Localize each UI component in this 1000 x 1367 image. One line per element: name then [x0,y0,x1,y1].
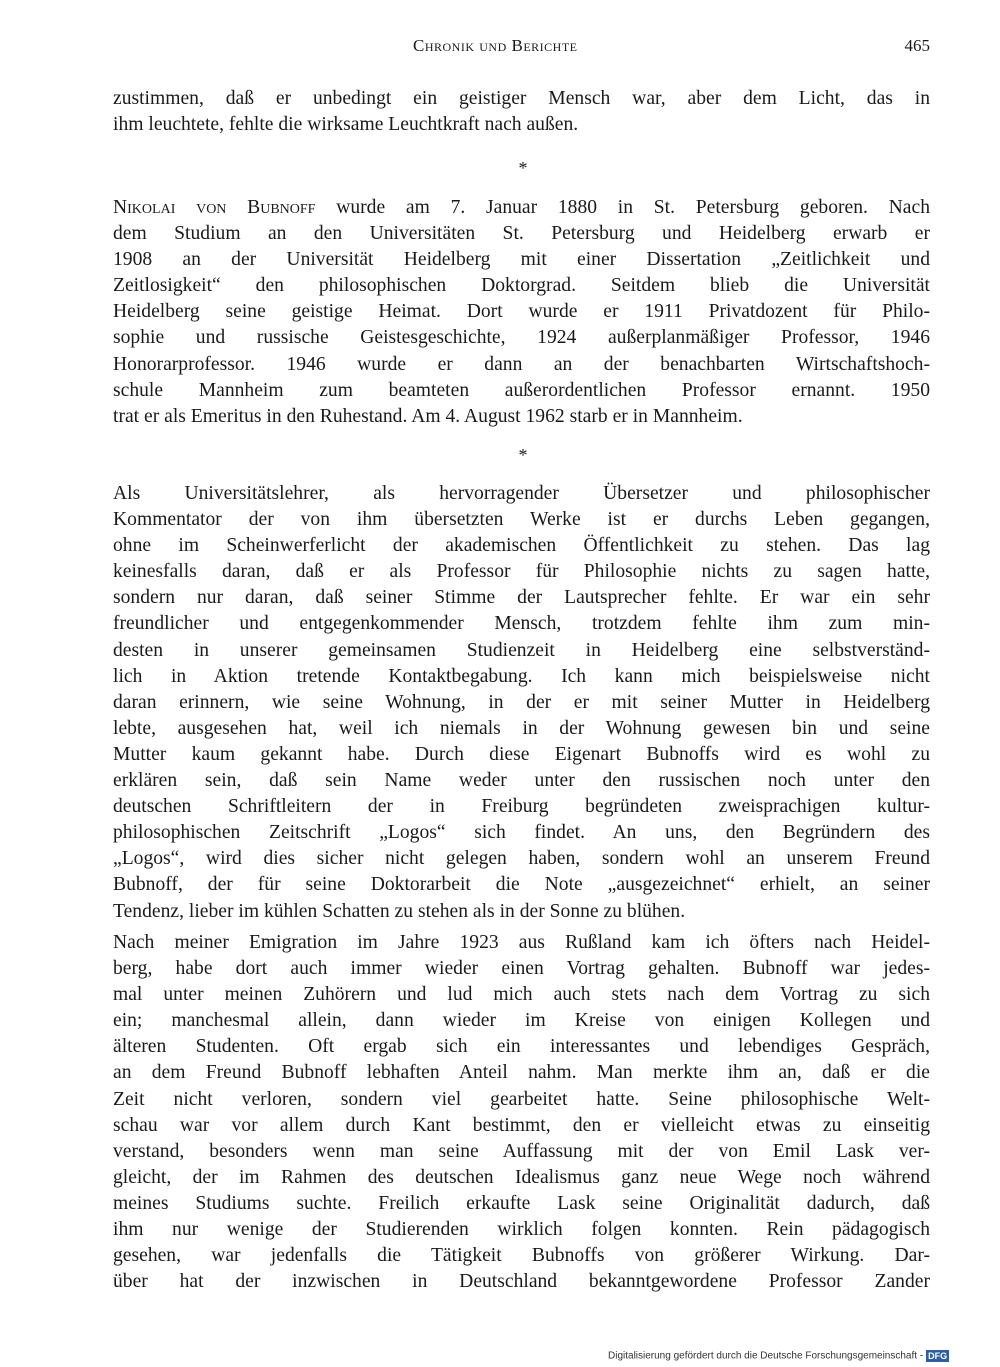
text-line: lebte, ausgesehen hat, weil ich niemals in der Wohnung gewesen bin und seine [113,717,930,739]
text-line: 1908 an der Universität Heidelberg mit einer Dissertation „Zeitlichkeit und [113,249,930,271]
text-line: lich in Aktion tretende Kontaktbegabung. Ich kann mich beispielsweise nicht [113,665,930,687]
text-line: deutschen Schriftleitern der in Freiburg begründeten zweisprachigen kultur- [113,796,930,818]
paragraph-4 [113,930,930,1295]
text-line: ohne im Scheinwerferlicht der akademischen Öffentlichkeit zu stehen. Das lag [113,535,930,557]
text-line: freundlicher und entgegenkommender Mensch, trotzdem fehlte ihm zum min- [113,613,930,635]
digitization-credit [608,1350,949,1362]
text-line: Als Universitätslehrer, als hervorragender Übersetzer und philosophischer [113,483,930,504]
text-line: Bubnoff, der für seine Doktorarbeit die Note „ausgezeichnet“ erhielt, an seiner [113,874,930,896]
credit-text: Digitalisierung gefördert durch die Deutsche Forschungsgemeinschaft - [608,1350,924,1362]
person-name: Nikolai von Bubnoff [113,197,316,218]
text-line: schule Mannheim zum beamteten außerordentlichen Professor ernannt. 1950 [113,379,930,401]
text-fragment: wurde am 7. Januar 1880 in St. Petersburg geboren. Nach [315,197,930,218]
text-line: keinesfalls daran, daß er als Professor für Philosophie nichts zu sagen hatte, [113,561,930,583]
text-line: sondern nur daran, daß seiner Stimme der Lautsprecher fehlte. Er war ein sehr [113,587,930,609]
text-line: verstand, besonders wenn man seine Auffassung mit der von Emil Lask ver- [113,1140,930,1162]
text-line: Zeit nicht verloren, sondern viel gearbeitet hatte. Seine philosophische Welt- [113,1088,930,1110]
text-line: sophie und russische Geistesgeschichte, 1924 außerplanmäßiger Professor, 1946 [113,327,930,349]
text-line: ihm nur wenige der Studierenden wirklich folgen konnten. Rein pädagogisch [113,1219,930,1241]
text-line: desten in unserer gemeinsamen Studienzeit in Heidelberg eine selbstverständ- [113,639,930,661]
text-line: Nach meiner Emigration im Jahre 1923 aus Rußland kam ich öfters nach Heidel- [113,932,930,953]
text-line: älteren Studenten. Oft ergab sich ein interessantes und lebendiges Gespräch, [113,1036,930,1058]
text-line: meines Studiums suchte. Freilich erkaufte Lask seine Originalität dadurch, daß [113,1192,930,1214]
text-line: Zeitlosigkeit“ den philosophischen Doktorgrad. Seitdem blieb die Universität [113,275,930,297]
text-line: Tendenz, lieber im kühlen Schatten zu stehen als in der Sonne zu blühen. [113,900,686,922]
text-line: über hat der inzwischen in Deutschland bekanntgewordene Professor Zander [113,1271,930,1293]
section-separator: * [518,445,528,465]
paragraph-3 [113,481,930,925]
text-line: Heidelberg seine geistige Heimat. Dort wurde er 1911 Privatdozent für Philo- [113,301,930,323]
section-separator: * [518,158,528,178]
text-line: Mutter kaum gekannt habe. Durch diese Eigenart Bubnoffs wird es wohl zu [113,743,930,765]
text-line: ihm leuchtete, fehlte die wirksame Leuchtkraft nach außen. [113,114,579,136]
text-line: gesehen, war jedenfalls die Tätigkeit Bubnoffs von größerer Wirkung. Dar- [113,1245,930,1267]
text-line: daran erinnern, wie seine Wohnung, in der er mit seiner Mutter in Heidelberg [113,691,930,713]
text-line: „Logos“, wird dies sicher nicht gelegen haben, sondern wohl an unserem Freund [113,848,930,870]
page-number: 465 [904,36,930,55]
text-line: an dem Freund Bubnoff lebhaften Anteil nahm. Man merkte ihm an, daß er die [113,1062,930,1084]
text-line: Honorarprofessor. 1946 wurde er dann an der benachbarten Wirtschaftshoch- [113,353,930,375]
text-line: zustimmen, daß er unbedingt ein geistiger Mensch war, aber dem Licht, das in [113,88,930,109]
running-head [113,36,930,60]
text-line: ein; manchesmal allein, dann wieder im Kreise von einigen Kollegen und [113,1010,930,1032]
paragraph-2 [113,195,930,430]
text-line: trat er als Emeritus in den Ruhestand. Am 4. August 1962 starb er in Mannheim. [113,405,743,427]
paragraph-1 [113,86,930,138]
text-line: mal unter meinen Zuhörern und lud mich auch stets nach dem Vortrag zu sich [113,984,930,1006]
text-line: schau war vor allem durch Kant bestimmt, den er vielleicht etwas zu einseitig [113,1114,930,1136]
text-line [113,195,930,221]
running-head-title: Chronik und Berichte [413,36,578,55]
text-line: gleicht, der im Rahmen des deutschen Idealismus ganz neue Wege noch während [113,1166,930,1188]
text-line: berg, habe dort auch immer wieder einen Vortrag gehalten. Bubnoff war jedes- [113,958,930,980]
dfg-logo-icon: DFG [928,1351,948,1361]
text-line: Kommentator der von ihm übersetzten Werke ist er durchs Leben gegangen, [113,509,930,531]
text-line: erklären sein, daß sein Name weder unter den russischen noch unter den [113,770,930,792]
text-line: philosophischen Zeitschrift „Logos“ sich findet. An uns, den Begründern des [113,822,930,844]
text-line: dem Studium an den Universitäten St. Petersburg und Heidelberg erwarb er [113,223,930,245]
